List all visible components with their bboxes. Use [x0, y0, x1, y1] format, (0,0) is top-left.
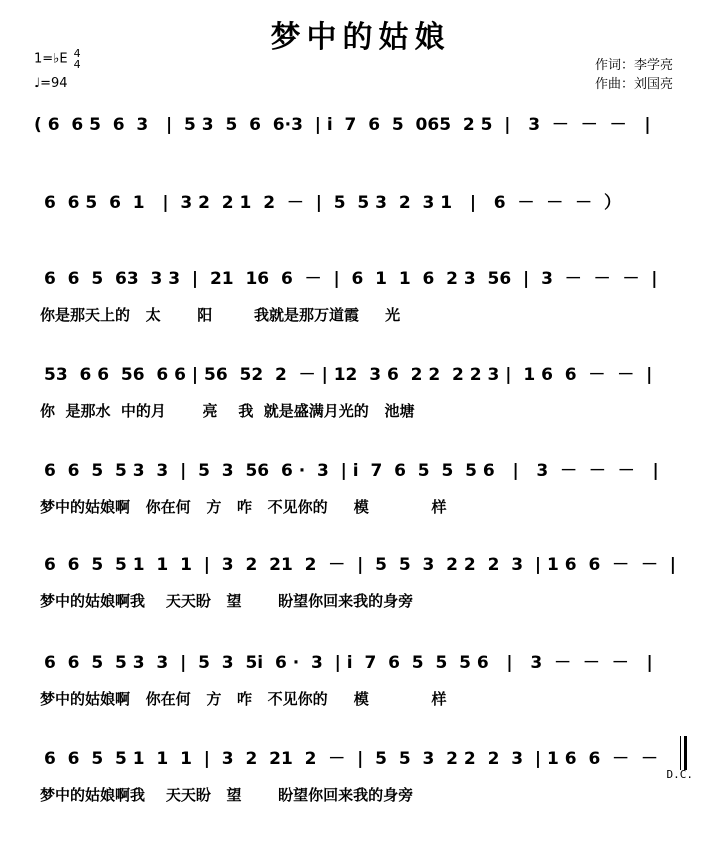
- lyrics-line: 你是那天上的 太 阳 我就是那万道霞 光: [40, 306, 401, 324]
- lyrics-row: [0, 496, 721, 516]
- time-bottom: 4: [73, 58, 81, 71]
- lyrics-line: 梦中的姑娘啊我 天天盼 望 盼望你回来我的身旁: [40, 592, 414, 610]
- da-capo-mark: D.C.: [666, 768, 693, 781]
- notation-line: 6 6 5 5 3 3 | 5 3 5i 6 · 3 | i 7 6 5 5 5 6 | 3 － － － |: [44, 653, 653, 673]
- final-barline-thick: [684, 736, 687, 770]
- time-signature: [74, 48, 81, 70]
- lyrics-row: [0, 590, 721, 610]
- notation-row: [0, 648, 721, 672]
- lyrics-row: [0, 400, 721, 420]
- notation-row: [0, 744, 721, 768]
- lyrics-line: 梦中的姑娘啊我 天天盼 望 盼望你回来我的身旁: [40, 786, 414, 804]
- final-barline-thin: [680, 736, 681, 770]
- notation-line: 6 6 5 6 1 | 3 2 2 1 2 － | 5 5 3 2 3 1 | 6 － － － ）: [44, 193, 621, 213]
- notation-row: [0, 360, 721, 384]
- song-title: 梦中的姑娘: [270, 20, 451, 55]
- lyrics-row: [0, 784, 721, 804]
- time-top: 4: [73, 47, 81, 60]
- notation-row: [0, 264, 721, 288]
- notation-row: [0, 456, 721, 480]
- key-signature: [34, 48, 81, 91]
- key-tonic: 1=: [34, 51, 54, 67]
- lyricist: 作词：李学亮: [594, 58, 673, 73]
- tempo-mark: ♩=94: [34, 76, 68, 91]
- key-flat: ♭: [53, 51, 60, 67]
- notation-line: 53 6 6 56 6 6 | 56 52 2 － | 12 3 6 2 2 2 2 3 | 1 6 6 － － |: [44, 365, 653, 385]
- lyrics-line: 梦中的姑娘啊 你在何 方 咋 不见你的 模 样: [40, 690, 447, 708]
- composer: 作曲：刘国亮: [594, 77, 673, 92]
- notation-line: 6 6 5 5 1 1 1 | 3 2 21 2 － | 5 5 3 2 2 2 3 | 1 6 6 － －: [44, 749, 658, 769]
- lyrics-line: 你 是那水 中的月 亮 我 就是盛满月光的 池塘: [40, 402, 415, 420]
- key-name: E: [59, 51, 68, 67]
- notation-row: [0, 110, 721, 134]
- lyrics-row: [0, 304, 721, 324]
- lyrics-row: [0, 688, 721, 708]
- notation-row: [0, 550, 721, 574]
- credits: [595, 56, 673, 94]
- notation-row: [0, 188, 721, 212]
- notation-line: 6 6 5 63 3 3 | 21 16 6 － | 6 1 1 6 2 3 56 | 3 － － － |: [44, 269, 658, 289]
- notation-line: 6 6 5 5 3 3 | 5 3 56 6 · 3 | i 7 6 5 5 5 6 | 3 － － － |: [44, 461, 659, 481]
- lyrics-line: 梦中的姑娘啊 你在何 方 咋 不见你的 模 样: [40, 498, 447, 516]
- notation-line: 6 6 5 5 1 1 1 | 3 2 21 2 － | 5 5 3 2 2 2 3 | 1 6 6 － － |: [44, 555, 676, 575]
- notation-line: ( 6 6 5 6 3 | 5 3 5 6 6·3 | i 7 6 5 065 2 5 | 3 － － － |: [34, 115, 651, 135]
